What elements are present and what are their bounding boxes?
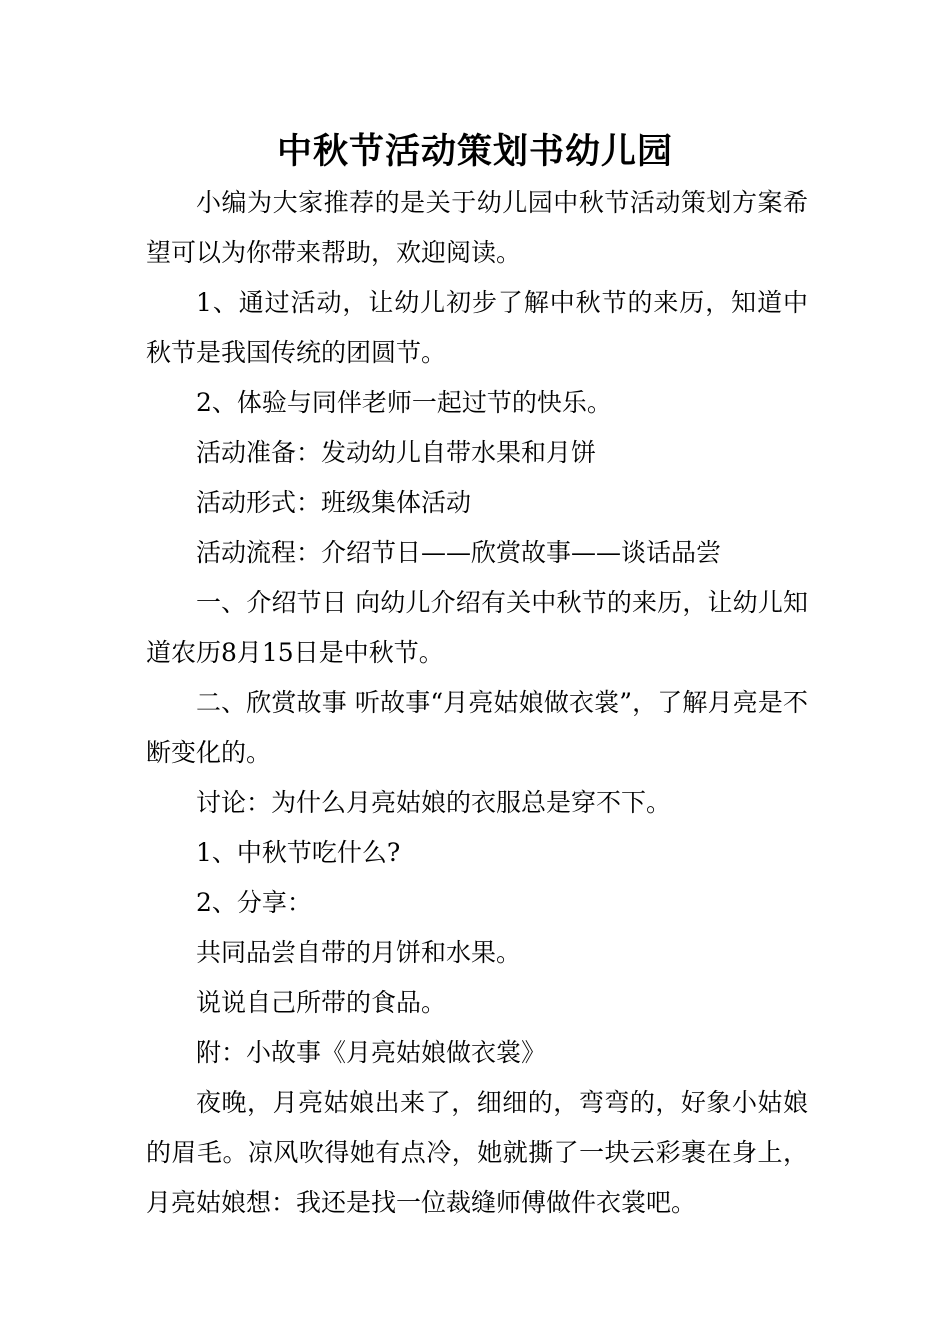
paragraph-appendix: 附：小故事《月亮姑娘做衣裳》 — [196, 1038, 547, 1067]
paragraph-step-1: 一、介绍节日 向幼儿介绍有关中秋节的来历，让幼儿知道农历8月15日是中秋节。 — [146, 588, 808, 667]
paragraph-step-2: 二、欣赏故事 听故事“月亮姑娘做衣裳”，了解月亮是不断变化的。 — [146, 688, 808, 767]
paragraph-share-2: 说说自己所带的食品。 — [196, 988, 447, 1017]
paragraph-goal-2: 2、体验与同伴老师一起过节的快乐。 — [196, 388, 612, 417]
document-body — [146, 178, 808, 1228]
paragraph-discussion: 讨论：为什么月亮姑娘的衣服总是穿不下。 — [196, 788, 672, 817]
paragraph-intro: 小编为大家推荐的是关于幼儿园中秋节活动策划方案希望可以为你带来帮助，欢迎阅读。 — [146, 188, 808, 267]
paragraph-preparation: 活动准备：发动幼儿自带水果和月饼 — [196, 438, 597, 467]
document-title: 中秋节活动策划书幼儿园 — [276, 131, 673, 172]
paragraph-question-2: 2、分享： — [196, 888, 312, 917]
paragraph-goal-1: 1、通过活动，让幼儿初步了解中秋节的来历，知道中秋节是我国传统的团圆节。 — [146, 288, 808, 367]
paragraph-format: 活动形式：班级集体活动 — [196, 488, 472, 517]
paragraph-story: 夜晚，月亮姑娘出来了，细细的，弯弯的，好象小姑娘的眉毛。凉风吹得她有点冷，她就撕了一块云彩裹在身上，月亮姑娘想：我还是找一位裁缝师傅做件衣裳吧。 — [146, 1088, 808, 1217]
paragraph-process: 活动流程：介绍节日——欣赏故事——谈话品尝 — [196, 538, 722, 567]
paragraph-share-1: 共同品尝自带的月饼和水果。 — [196, 938, 522, 967]
paragraph-question-1: 1、中秋节吃什么? — [196, 838, 401, 867]
